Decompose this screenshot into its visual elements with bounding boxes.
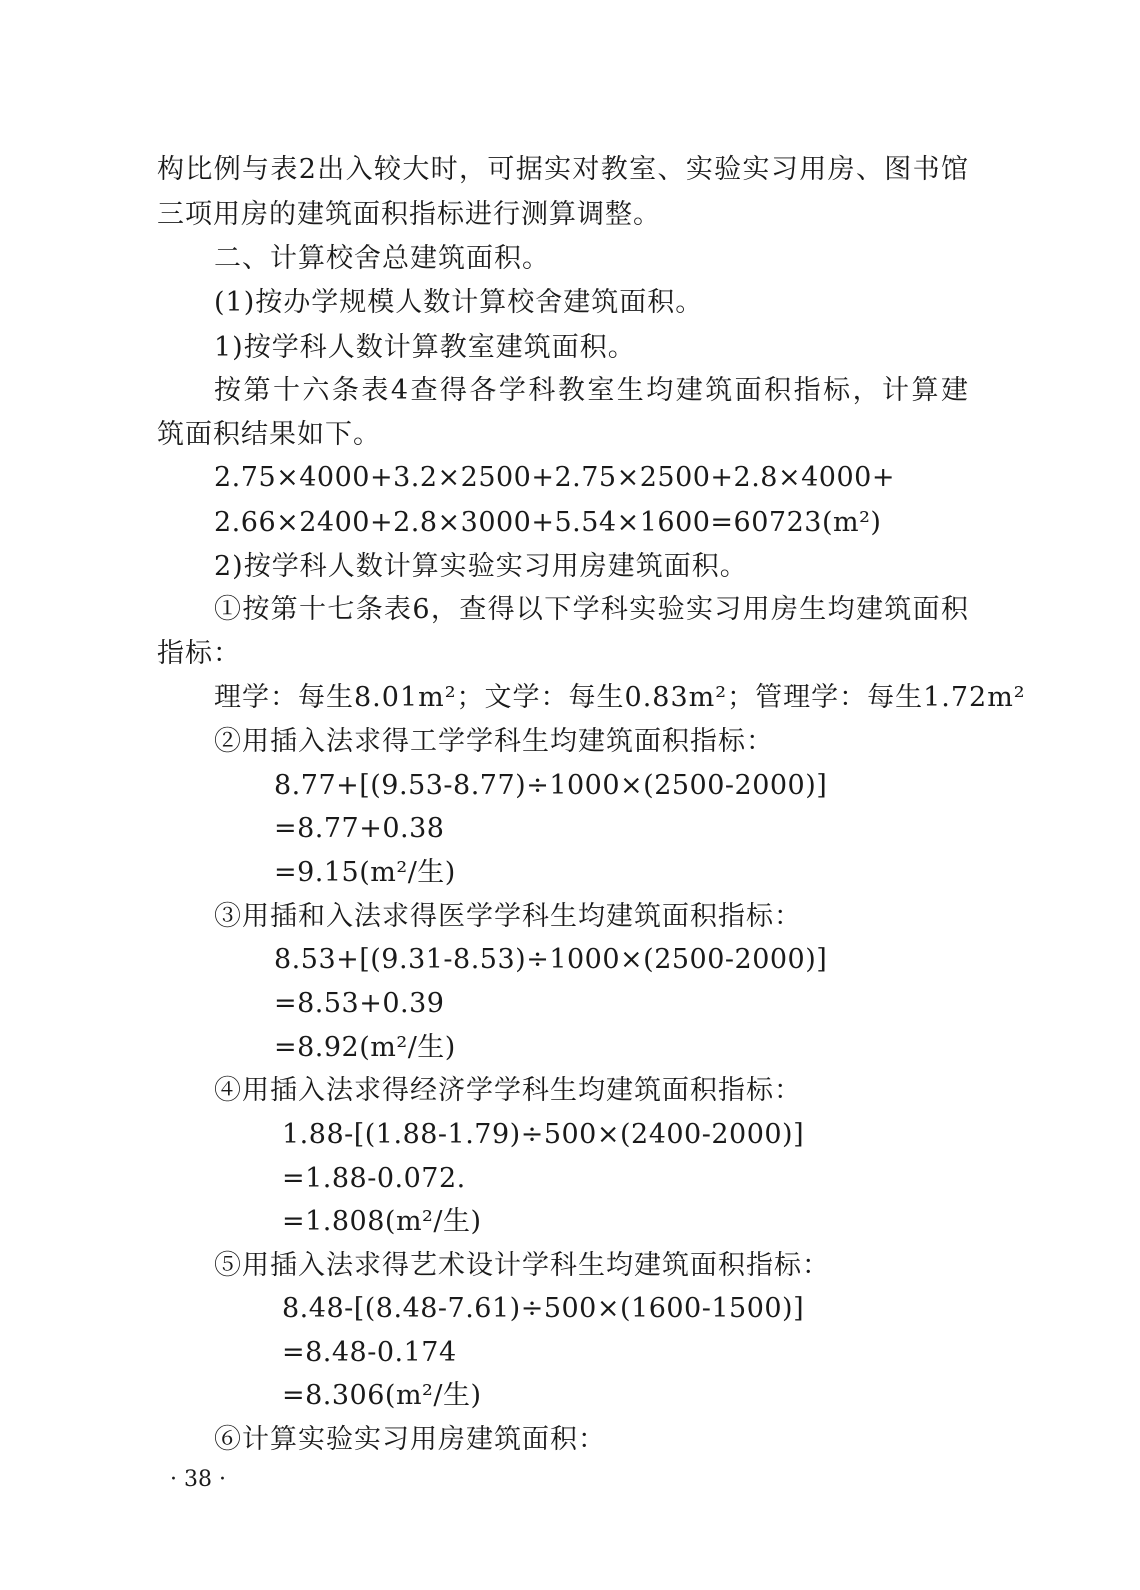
body-text-line: ①按第十七条表6，查得以下学科实验实习用房生均建筑面积: [214, 594, 969, 625]
body-text-line: 理学：每生8.01m²；文学：每生0.83m²；管理学：每生1.72m²: [214, 682, 1026, 713]
formula-line: 2.66×2400+2.8×3000+5.54×1600=60723(m²): [214, 507, 882, 538]
formula-result: =1.808(m²/生): [282, 1206, 482, 1237]
subsection-heading: 2)按学科人数计算实验实习用房建筑面积。: [214, 551, 748, 582]
body-text-line: 指标：: [157, 638, 241, 669]
subsection-heading: 1)按学科人数计算教室建筑面积。: [214, 332, 636, 363]
formula-line: 1.88-[(1.88-1.79)÷500×(2400-2000)]: [282, 1119, 805, 1150]
formula-result: =8.306(m²/生): [282, 1380, 482, 1411]
subsection-heading: (1)按办学规模人数计算校舍建筑面积。: [214, 287, 704, 318]
formula-result: =8.92(m²/生): [274, 1032, 456, 1063]
body-text-line: 筑面积结果如下。: [157, 419, 381, 450]
formula-line: 2.75×4000+3.2×2500+2.75×2500+2.8×4000+: [214, 462, 895, 493]
formula-line: 8.77+[(9.53-8.77)÷1000×(2500-2000)]: [274, 770, 828, 801]
step-heading: ④用插入法求得经济学学科生均建筑面积指标：: [214, 1075, 802, 1106]
formula-line: =8.48-0.174: [282, 1337, 457, 1368]
step-heading: ⑤用插入法求得艺术设计学科生均建筑面积指标：: [214, 1250, 830, 1281]
body-text-line: 三项用房的建筑面积指标进行测算调整。: [157, 199, 661, 230]
step-heading: ②用插入法求得工学学科生均建筑面积指标：: [214, 726, 774, 757]
formula-line: =8.77+0.38: [274, 813, 445, 844]
body-text-line: 按第十六条表4查得各学科教室生均建筑面积指标，计算建: [214, 375, 969, 406]
page-number: · 38 ·: [170, 1467, 226, 1492]
formula-line: 8.48-[(8.48-7.61)÷500×(1600-1500)]: [282, 1293, 805, 1324]
formula-line: =8.53+0.39: [274, 988, 445, 1019]
section-heading: 二、计算校舍总建筑面积。: [214, 243, 550, 274]
formula-line: 8.53+[(9.31-8.53)÷1000×(2500-2000)]: [274, 944, 828, 975]
step-heading: ③用插和入法求得医学学科生均建筑面积指标：: [214, 901, 802, 932]
formula-line: =1.88-0.072.: [282, 1163, 466, 1194]
body-text-line: 构比例与表2出入较大时，可据实对教室、实验实习用房、图书馆: [157, 154, 969, 185]
formula-result: =9.15(m²/生): [274, 857, 456, 888]
step-heading: ⑥计算实验实习用房建筑面积：: [214, 1424, 606, 1455]
